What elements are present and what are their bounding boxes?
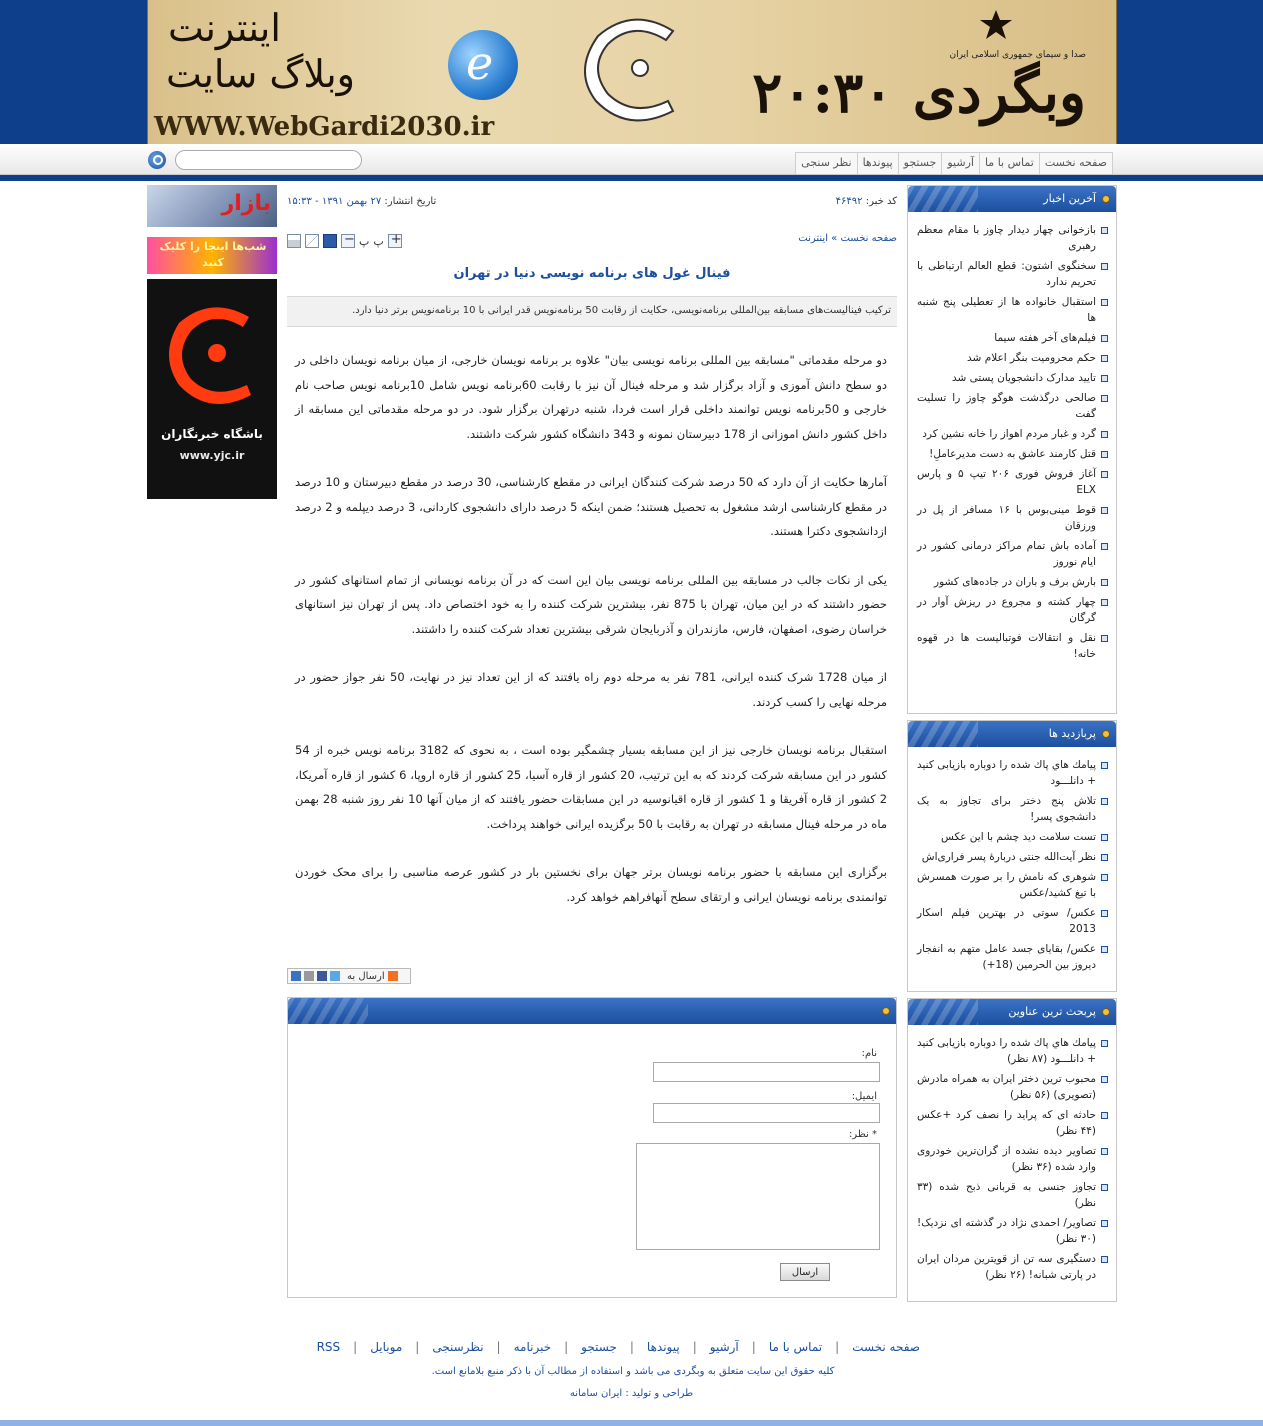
list-item[interactable]: سخنگوی اشتون: قطع العالم ارتباطی با تحریم ندارد [917, 258, 1108, 290]
breadcrumb[interactable]: صفحه نخست » اینترنت [798, 233, 897, 244]
news-code [836, 196, 897, 207]
list-item[interactable]: آماده باش تمام مراکز درمانی کشور در ایام نوروز [917, 538, 1108, 570]
news-code-label: کد خبر: [865, 196, 897, 207]
email-field[interactable] [653, 1103, 880, 1123]
footer-link-newsletter[interactable]: خبرنامه [513, 1340, 552, 1354]
footer-separator: | [496, 1340, 501, 1354]
ad-bazaar-text: بازار [221, 191, 271, 216]
jeem-logo-icon [578, 6, 688, 126]
list-item[interactable]: استقبال خانواده ها از تعطیلی پنج شنبه ها [917, 294, 1108, 326]
irib-emblem-icon [976, 8, 1016, 42]
nav-contact[interactable]: تماس با ما [979, 153, 1039, 174]
news-code-value: ۴۶۴۹۲ [835, 196, 863, 207]
most-commented-list [908, 1025, 1116, 1293]
list-item[interactable]: بازخوانی چهار دیدار چاوز با مقام معظم رهبری [917, 222, 1108, 254]
list-item[interactable]: عکس/ سوتی در بهترین فیلم اسکار 2013 [917, 905, 1108, 937]
addthis-plus-icon[interactable] [388, 971, 398, 981]
list-item[interactable]: قتل کارمند عاشق به دست مدیرعاملِ! [917, 446, 1108, 462]
facebook-icon[interactable] [317, 971, 327, 981]
nav-archive[interactable]: آرشیو [941, 153, 979, 174]
list-item[interactable]: تجاوز جنسی به قربانی ذبح شده (۳۳ نظر) [917, 1179, 1108, 1211]
browser-logo-icon: e [448, 30, 518, 100]
most-commented-box [907, 998, 1117, 1302]
most-commented-header [908, 999, 1116, 1025]
list-item[interactable]: محبوب ترین دختر ایران به همراه مادرش (تصویری) (۵۶ نظر) [917, 1071, 1108, 1103]
bullet-icon [1102, 730, 1110, 738]
banner-title-webgardi: وبگردی ۲۰:۳۰ [752, 60, 1086, 126]
footer-link-links[interactable]: پیوندها [646, 1340, 680, 1354]
footer-link-home[interactable]: صفحه نخست [852, 1340, 920, 1354]
article-title: فینال غول های برنامه نویسی دنیا در تهران [453, 266, 731, 281]
delicious-icon[interactable] [291, 971, 301, 981]
article-tools [287, 233, 402, 249]
font-increase-icon[interactable] [388, 234, 402, 248]
font-decrease-icon[interactable] [341, 234, 355, 248]
list-item[interactable]: نقل و انتقالات فوتبالیست ها در قهوه خانه! [917, 630, 1108, 662]
most-visited-box [907, 720, 1117, 992]
latest-news-box [907, 185, 1117, 714]
footer-link-search[interactable]: جستجو [581, 1340, 617, 1354]
ad-club-text: شب‌ها اینجا را کلیک کنید [159, 240, 267, 269]
article-paragraph: برگزاری این مسابقه با حضور برنامه نویسان برتر جهان برای نخستین بار در کشور عرصه مناسبی را برای محک خوردن توانمندی برنامه نویسان ایرانی و ارتقای سطح آنهافراهم خواهد کرد. [295, 865, 887, 904]
publish-date-label: تاریخ انتشار: [384, 196, 437, 207]
list-item[interactable]: نظر آیت‌الله جنتی دربارهٔ پسر فراری‌اش [917, 849, 1108, 865]
list-item[interactable]: عکس/ بقایای جسد عامل متهم به انفجار دیروز بین الحرمین (18+) [917, 941, 1108, 973]
search-input[interactable] [175, 150, 362, 170]
email-icon[interactable] [305, 234, 319, 248]
article-paragraph: استقبال برنامه نویسان خارجی نیز از این مسابقه بسیار چشمگیر بوده است ، به نحوی که 3182 برنامه نویس خبره از 54 کشور در این مسابقه شرکت کردند که به این ترتیب، 20 کشور از قاره آسیا، 25 کشور از قاره اروپا، 6 کشور از قاره آمریکا، 2 کشور از قاره آفریقا و 1 کشور از قاره اقیانوسیه در این مسابقات حضور یافتند که از میان آنها 10 نفر روز شنبه 28 بهمن ماه در مرحله فینال مسابقه در تهران به رقابت با 50 برگزیده ایرانی خواهند پرداخت. [295, 743, 888, 831]
footer-link-poll[interactable]: نظرسنجی [432, 1340, 484, 1354]
ad-bazaar[interactable] [147, 185, 277, 227]
list-item[interactable]: تصاویر دیده نشده از گران‌ترین خودروی وارد شده (۳۶ نظر) [917, 1143, 1108, 1175]
footer-link-mobile[interactable]: موبایل [370, 1340, 403, 1354]
footer-separator: | [353, 1340, 358, 1354]
article-lead: ترکیب فینالیست‌های مسابقه بین‌المللی برنامه‌نویسی، حکایت از رقابت 50 برنامه‌نویس قدر ایرانی با 10 برنامه‌نویس برتر دنیا دارد. [287, 296, 897, 327]
footer-copyright: کلیه حقوق این سایت متعلق به وبگردی می باشد و استفاده از مطالب آن با ذکر منبع بلامانع است. [431, 1366, 835, 1377]
list-item[interactable]: شوهری که نامش را بر صورت همسرش با تیغ کشید/عکس [917, 869, 1108, 901]
footer-link-archive[interactable]: آرشیو [709, 1340, 739, 1354]
save-icon[interactable] [323, 234, 337, 248]
list-item[interactable]: قوط مینی‌بوس با ۱۶ مسافر از پل در ورزقان [917, 502, 1108, 534]
list-item[interactable]: آغاز فروش فوری ۲۰۶ تیپ ۵ و پارس ELX [917, 466, 1108, 498]
banner-url: WWW.WebGardi2030.ir [154, 112, 495, 142]
ad-yjc-title: باشگاه خبرنگاران [161, 427, 263, 441]
footer-separator: | [415, 1340, 420, 1354]
main-nav [795, 152, 1113, 174]
name-label: نام: [861, 1048, 877, 1059]
article-meta [287, 196, 897, 210]
list-item[interactable]: فیلم‌های آخر هفته سیما [917, 330, 1108, 346]
comment-form-header [288, 998, 896, 1024]
email-label: ایمیل: [851, 1091, 877, 1102]
search-bar [148, 149, 362, 171]
footer-separator: | [629, 1340, 634, 1354]
name-field[interactable] [653, 1062, 880, 1082]
article-paragraph: یکی از نکات جالب در مسابقه بین المللی برنامه نویسی بیان این است که در آن برنامه نویسانی از تمام استانهای کشور در حضور داشتند که در این میان، تهران با 875 نفر، بیشترین شرکت کننده را به خود اختصاص داد. پس از تهران نیز استانهای خراسان رضوی، اصفهان، فارس، مازندران و آذربایجان شرقی بیشترین تعداد شرکت کننده را داشتند. [295, 572, 887, 636]
bullet-icon [1102, 1008, 1110, 1016]
nav-search[interactable]: جستجو [898, 153, 942, 174]
article-body [295, 348, 887, 933]
comment-label: * نظر: [848, 1129, 877, 1140]
print-icon[interactable] [287, 234, 301, 248]
footer-link-contact[interactable]: تماس با ما [768, 1340, 823, 1354]
banner-title-weblog: وبلاگ سایت [166, 52, 355, 96]
ad-club[interactable] [147, 237, 277, 274]
site-banner[interactable] [147, 0, 1117, 144]
list-item[interactable]: دستگیری سه تن از قویترین مردان ایران در پارتی شبانه! (۲۶ نظر) [917, 1251, 1108, 1283]
latest-news-list [908, 212, 1116, 672]
footer-separator: | [564, 1340, 569, 1354]
nav-divider [0, 175, 1263, 181]
article-toolbar [287, 233, 897, 249]
banner-title-internet: اینترنت [168, 6, 281, 50]
nav-poll[interactable]: نظر سنجی [801, 156, 852, 169]
submit-button[interactable]: ارسال [780, 1263, 830, 1281]
ad-yjc-url: www.yjc.ir [179, 449, 245, 462]
article-paragraph: آمارها حکایت از آن دارد که 50 درصد شرکت کنندگان ایرانی در مقطع کارشناسی، 30 درصد در مقطع دبیرستان و 10 درصد در مقطع کارشناسی ارشد مشغول به تحصیل هستند؛ ضمن اینکه 5 درصد دارای دانشجوی کاردانی، 3 درصد دیپلمه و 2 درصد ازدانشجوی دکترا هستند. [295, 475, 887, 538]
nav-home[interactable]: صفحه نخست [1039, 153, 1112, 174]
list-item[interactable]: حکم محرومیت بنگر اعلام شد [917, 350, 1108, 366]
comment-textarea[interactable] [636, 1143, 880, 1250]
footer-separator: | [692, 1340, 697, 1354]
article-paragraph: از میان 1728 شرک کننده ایرانی، 781 نفر به مرحله دوم راه یافتند که از این تعداد نیز در نهایت، 50 نفر جواز حضور در مرحله نهایی را کسب کردند. [295, 670, 888, 709]
comment-form [287, 997, 897, 1298]
bullet-icon [1102, 195, 1110, 203]
yjc-logo-icon [165, 293, 259, 413]
list-item[interactable]: چهار کشته و مجروع در ریزش آوار در گرگان [917, 594, 1108, 626]
most-visited-title: پربازدید ها [1048, 727, 1096, 740]
list-item[interactable]: پیامك هاي پاك شده را دوباره بازيابی كنيد + دانلـــود [917, 757, 1108, 789]
most-commented-title: پربحث ترین عناوین [1008, 1005, 1096, 1018]
list-item[interactable]: حادثه ای که پراید را نصف کرد +عکس (۴۴ نظر) [917, 1107, 1108, 1139]
publish-date-value: ۲۷ بهمن ۱۳۹۱ - ۱۵:۳۳ [287, 196, 382, 207]
list-item[interactable]: گرد و غبار مردم اهواز را خانه نشین کرد [917, 426, 1108, 442]
search-icon[interactable] [148, 151, 166, 169]
list-item[interactable]: تایید مدارک دانشجویان پستی شد [917, 370, 1108, 386]
article-paragraph: دو مرحله مقدماتی "مسابقه بین المللی برنامه نویسی بیان" علاوه بر برنامه نویسان خارجی، از میان برنامه نویسان داخلی در دو سطح دانش آموزی و آزاد برگزار شد و مرحله فینال آن نیز با رقابت 60برنامه نویس شامل 10برنامه نویس صاحب نام خارجی و 50برنامه نویس توانمند داخلی قرار است فردا، شنبه درتهران برگزار شود. در دو مرحله مقدماتی این مسابقه از داخل کشور دانش اموزانی از 178 دبیرستان نمونه و 343 دانشگاه کشور شرکت داشتند. [295, 353, 887, 441]
font-size-small[interactable]: پ [359, 234, 370, 248]
list-item[interactable]: تصاویر/ احمدی نژاد در گذشته ای نزدیک! (۳۰ نظر) [917, 1215, 1108, 1247]
publish-date [287, 196, 436, 207]
list-item[interactable]: تلاش پنج دختر برای تجاوز به یک دانشجوی پسر! [917, 793, 1108, 825]
nav-links[interactable]: پیوندها [857, 153, 898, 174]
list-item[interactable]: پیامك هاي پاك شده را دوباره بازيابی كنيد + دانلـــود (۸۷ نظر) [917, 1035, 1108, 1067]
list-item[interactable]: بارش برف و باران در جاده‌های کشور [917, 574, 1108, 590]
footer-separator: | [751, 1340, 756, 1354]
banner-org-text: صدا و سیمای جمهوری اسلامی ایران [949, 50, 1086, 60]
footer-link-rss[interactable]: RSS [316, 1340, 341, 1354]
footer-design-credit[interactable]: طراحی و تولید : ایران سامانه [569, 1388, 694, 1399]
latest-news-header [908, 186, 1116, 212]
most-visited-list [908, 747, 1116, 983]
digg-icon[interactable] [304, 971, 314, 981]
ad-yjc[interactable] [147, 279, 277, 499]
font-size-large[interactable]: پ [373, 234, 384, 248]
footer-separator: | [835, 1340, 840, 1354]
bottom-bar [0, 1420, 1263, 1426]
share-button[interactable] [287, 968, 411, 984]
list-item[interactable]: صالحی درگذشت هوگو چاوز را تسلیت گفت [917, 390, 1108, 422]
footer-links [304, 1340, 933, 1354]
share-label: ارسال به [347, 970, 385, 982]
most-visited-header [908, 721, 1116, 747]
bullet-icon [882, 1007, 890, 1015]
twitter-icon[interactable] [330, 971, 340, 981]
list-item[interactable]: تست سلامت دید چشم با این عکس [917, 829, 1108, 845]
latest-news-title: آخرین اخبار [1043, 192, 1096, 205]
